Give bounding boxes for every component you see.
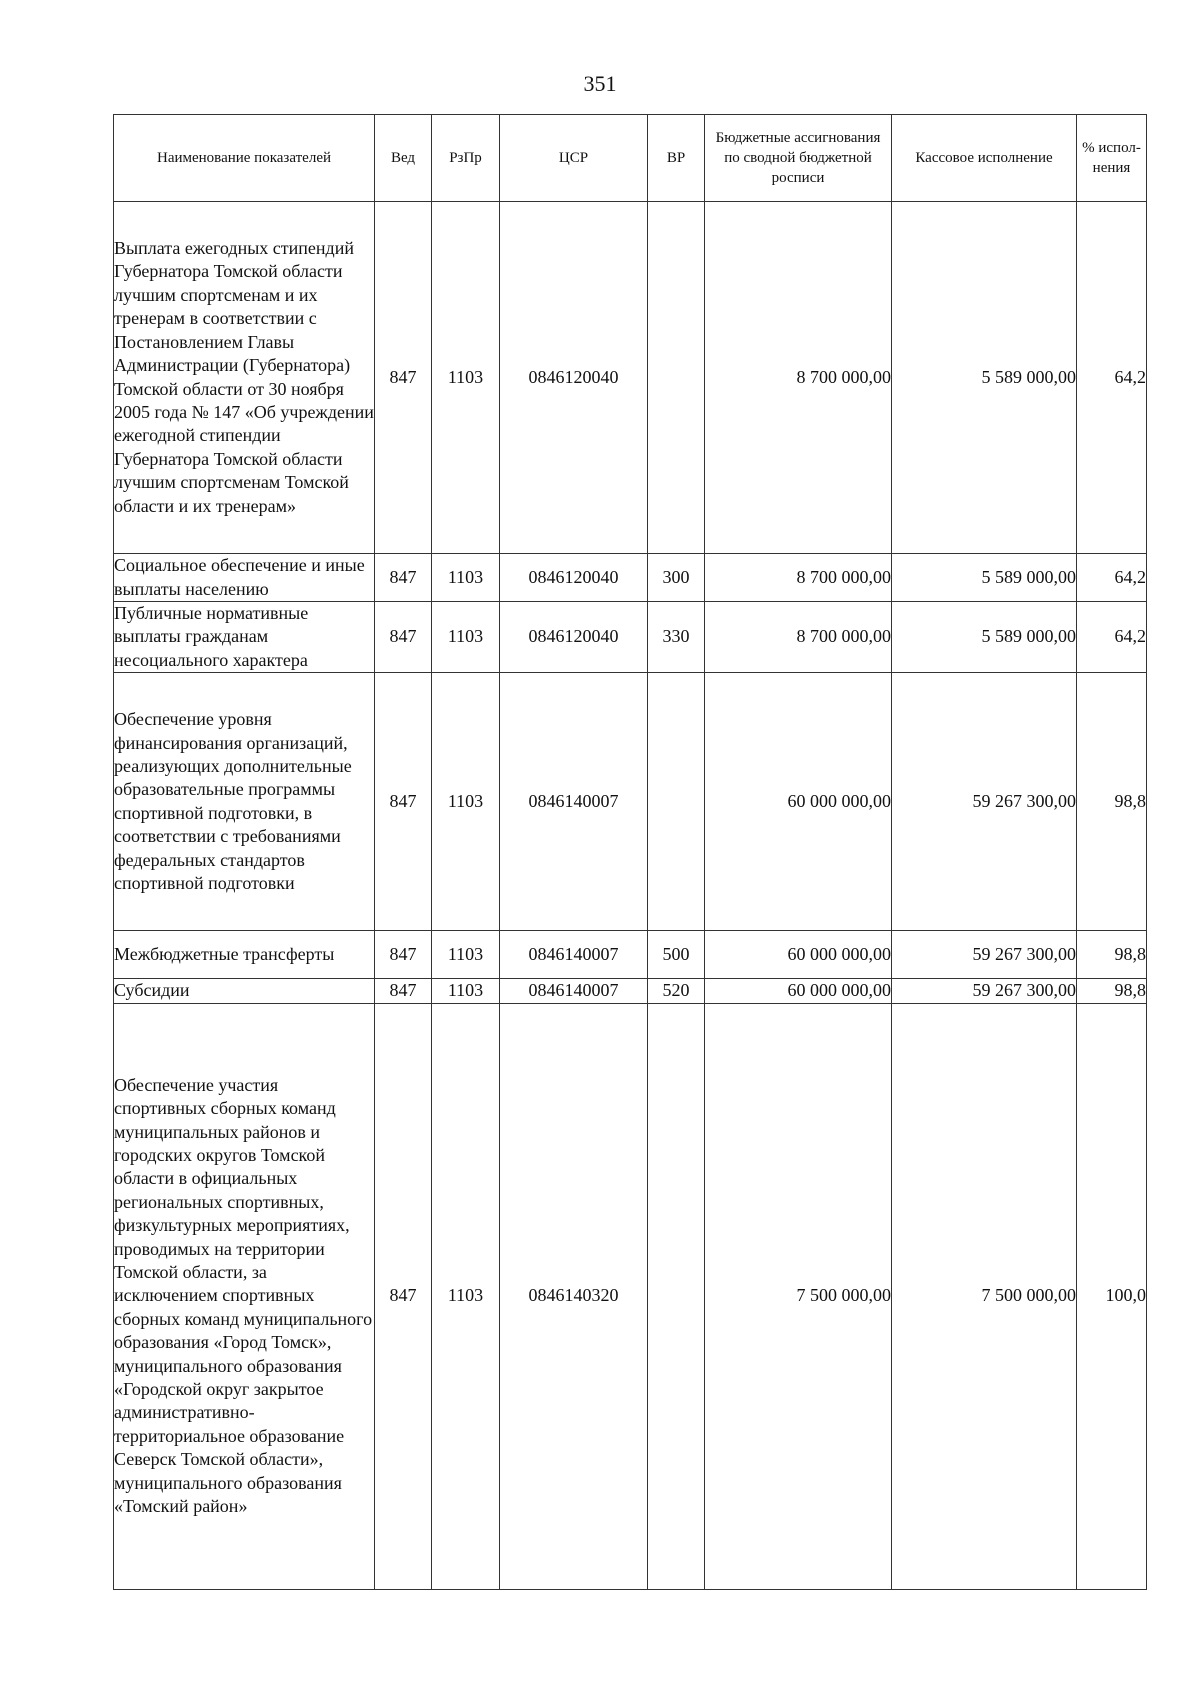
header-vr: ВР bbox=[648, 115, 705, 202]
row-csr: 0846120040 bbox=[500, 602, 648, 673]
row-percent: 98,8 bbox=[1077, 931, 1147, 979]
row-budget: 8 700 000,00 bbox=[705, 554, 892, 602]
row-budget: 60 000 000,00 bbox=[705, 979, 892, 1003]
table-header-row bbox=[114, 115, 1147, 202]
row-rzpr: 1103 bbox=[432, 979, 500, 1003]
row-name: Межбюджетные трансферты bbox=[114, 931, 375, 979]
row-budget: 60 000 000,00 bbox=[705, 673, 892, 931]
row-csr: 0846140320 bbox=[500, 1003, 648, 1589]
row-ved: 847 bbox=[375, 979, 432, 1003]
row-vr bbox=[648, 1003, 705, 1589]
header-rzpr: РзПр bbox=[432, 115, 500, 202]
row-vr: 300 bbox=[648, 554, 705, 602]
row-name: Социальное обеспечение и иные выплаты населению bbox=[114, 554, 375, 602]
header-name: Наименование показателей bbox=[114, 115, 375, 202]
row-csr: 0846140007 bbox=[500, 979, 648, 1003]
row-vr: 330 bbox=[648, 602, 705, 673]
row-cash: 59 267 300,00 bbox=[892, 979, 1077, 1003]
row-cash: 5 589 000,00 bbox=[892, 202, 1077, 554]
row-ved: 847 bbox=[375, 202, 432, 554]
row-name: Обеспечение участия спортивных сборных команд муниципальных районов и городских округов Томской области в официальных региональных спортивных, физкультурных мероприятиях, проводимых на территории Томской области, за исключением спортивных сборных команд муниципального образования «Город Томск», муниципального образования «Городской округ закрытое административно-территориальное образование Северск Томской области», муниципального образования «Томский район» bbox=[114, 1003, 375, 1589]
row-csr: 0846120040 bbox=[500, 202, 648, 554]
header-cash: Кассовое исполнение bbox=[892, 115, 1077, 202]
row-vr: 520 bbox=[648, 979, 705, 1003]
row-vr bbox=[648, 202, 705, 554]
row-rzpr: 1103 bbox=[432, 602, 500, 673]
row-budget: 60 000 000,00 bbox=[705, 931, 892, 979]
budget-execution-table bbox=[113, 114, 1147, 1590]
row-budget: 7 500 000,00 bbox=[705, 1003, 892, 1589]
row-percent: 98,8 bbox=[1077, 673, 1147, 931]
row-csr: 0846120040 bbox=[500, 554, 648, 602]
header-budget: Бюджетные ассигнования по сводной бюджетной росписи bbox=[705, 115, 892, 202]
row-rzpr: 1103 bbox=[432, 554, 500, 602]
row-cash: 59 267 300,00 bbox=[892, 931, 1077, 979]
table-row bbox=[114, 673, 1147, 931]
table-row bbox=[114, 602, 1147, 673]
row-name: Выплата ежегодных стипендий Губернатора Томской области лучшим спортсменам и их тренерам в соответствии с Постановлением Главы Администрации (Губернатора) Томской области от 30 ноября 2005 года № 147 «Об учреждении ежегодной стипендии Губернатора Томской области лучшим спортсменам Томской области и их тренерам» bbox=[114, 202, 375, 554]
row-ved: 847 bbox=[375, 931, 432, 979]
row-ved: 847 bbox=[375, 554, 432, 602]
row-cash: 59 267 300,00 bbox=[892, 673, 1077, 931]
row-vr: 500 bbox=[648, 931, 705, 979]
row-percent: 64,2 bbox=[1077, 202, 1147, 554]
header-csr: ЦСР bbox=[500, 115, 648, 202]
row-rzpr: 1103 bbox=[432, 673, 500, 931]
row-ved: 847 bbox=[375, 1003, 432, 1589]
row-cash: 5 589 000,00 bbox=[892, 554, 1077, 602]
row-budget: 8 700 000,00 bbox=[705, 202, 892, 554]
row-percent: 100,0 bbox=[1077, 1003, 1147, 1589]
page-number: 351 bbox=[583, 71, 617, 96]
table-row bbox=[114, 554, 1147, 602]
row-rzpr: 1103 bbox=[432, 1003, 500, 1589]
table-row bbox=[114, 202, 1147, 554]
row-name: Субсидии bbox=[114, 979, 375, 1003]
row-percent: 64,2 bbox=[1077, 554, 1147, 602]
row-rzpr: 1103 bbox=[432, 202, 500, 554]
header-ved: Вед bbox=[375, 115, 432, 202]
row-budget: 8 700 000,00 bbox=[705, 602, 892, 673]
table-row bbox=[114, 931, 1147, 979]
header-percent: % испол-нения bbox=[1077, 115, 1147, 202]
table-row bbox=[114, 979, 1147, 1003]
row-ved: 847 bbox=[375, 673, 432, 931]
row-name: Публичные нормативные выплаты гражданам несоциального характера bbox=[114, 602, 375, 673]
row-rzpr: 1103 bbox=[432, 931, 500, 979]
row-csr: 0846140007 bbox=[500, 673, 648, 931]
row-name: Обеспечение уровня финансирования организаций, реализующих дополнительные образовательные программы спортивной подготовки, в соответствии с требованиями федеральных стандартов спортивной подготовки bbox=[114, 673, 375, 931]
row-csr: 0846140007 bbox=[500, 931, 648, 979]
row-cash: 7 500 000,00 bbox=[892, 1003, 1077, 1589]
row-percent: 98,8 bbox=[1077, 979, 1147, 1003]
table-row bbox=[114, 1003, 1147, 1589]
row-percent: 64,2 bbox=[1077, 602, 1147, 673]
row-vr bbox=[648, 673, 705, 931]
row-ved: 847 bbox=[375, 602, 432, 673]
row-cash: 5 589 000,00 bbox=[892, 602, 1077, 673]
